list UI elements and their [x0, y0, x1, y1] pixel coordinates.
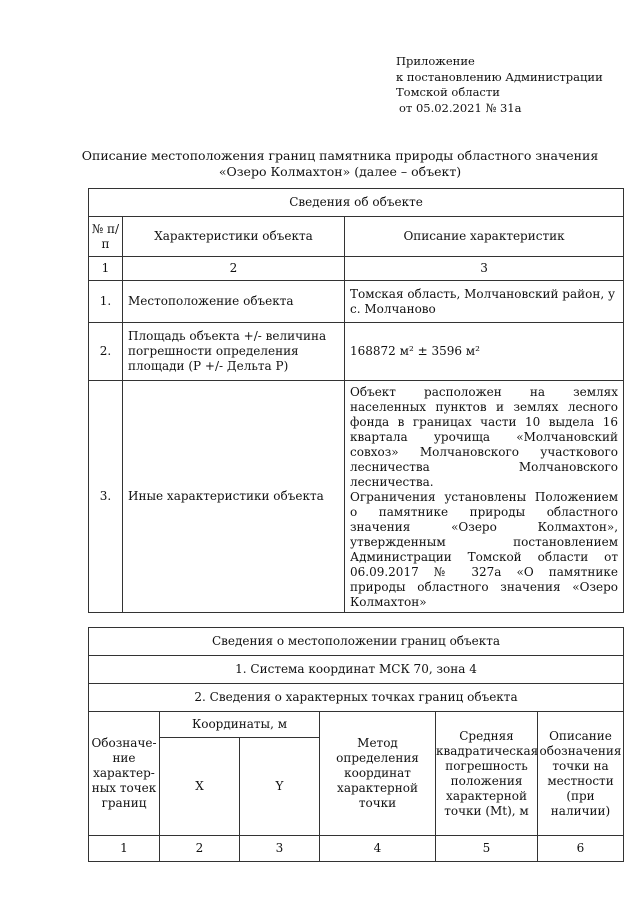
boundary-table-caption: Сведения о местоположении границ объекта: [89, 628, 624, 656]
table-header-row: [89, 217, 624, 257]
row-num: 3.: [89, 381, 123, 613]
header-y: Y: [240, 738, 320, 836]
row-description: [345, 381, 624, 613]
document-title: [40, 148, 640, 180]
description-paragraph: Ограничения установлены Положением о памятнике природы областного значения «Озеро Колмахтон», утвержденным постановлением Администрации Томской области от 06.09.2017 № 327а «О памятнике природы областного значения «Озеро Колмахтон»: [350, 490, 619, 609]
col-number: 3: [240, 836, 320, 862]
header-method: Метод определения координат характерной точки: [320, 712, 436, 836]
header-characteristic: Характеристики объекта: [123, 217, 345, 257]
row-description: Томская область, Молчановский район, у с. Молчаново: [345, 281, 624, 323]
appendix-date-line: от 05.02.2021 № 31а: [399, 100, 522, 115]
col-number: 2: [123, 257, 345, 281]
characteristic-points-row: 2. Сведения о характерных точках границ объекта: [89, 684, 624, 712]
boundary-info-table: [88, 627, 624, 862]
table-header-row: [89, 712, 624, 738]
col-number: 6: [538, 836, 624, 862]
table-row: [89, 323, 624, 381]
object-info-table: [88, 188, 624, 613]
col-number: 1: [89, 836, 160, 862]
header-location: Описание обозначения точки на местности (при наличии): [538, 712, 624, 836]
appendix-block: [396, 54, 603, 116]
row-description: 168872 м² ± 3596 м²: [345, 323, 624, 381]
column-number-row: [89, 257, 624, 281]
appendix-line: Томской области: [396, 85, 500, 99]
title-line-1: Описание местоположения границ памятника природы областного значения: [81, 148, 599, 163]
table-row: [89, 281, 624, 323]
table-caption-row: [89, 628, 624, 656]
section-row: [89, 684, 624, 712]
row-characteristic: Местоположение объекта: [123, 281, 345, 323]
table-row: [89, 381, 624, 613]
row-characteristic: Площадь объекта +/- величина погрешности определения площади (Р +/- Дельта Р): [123, 323, 345, 381]
title-line-2: «Озеро Колмахтон» (далее – объект): [218, 164, 462, 179]
header-description: Описание характеристик: [345, 217, 624, 257]
col-number: 5: [436, 836, 538, 862]
appendix-line: Приложение: [396, 54, 475, 68]
object-table-caption: Сведения об объекте: [89, 189, 624, 217]
table-caption-row: [89, 189, 624, 217]
coordinate-system-row: 1. Система координат МСК 70, зона 4: [89, 656, 624, 684]
header-coordinates: Координаты, м: [160, 712, 320, 738]
appendix-line: к постановлению Администрации: [396, 69, 603, 84]
row-num: 1.: [89, 281, 123, 323]
col-number: 4: [320, 836, 436, 862]
header-num: № п/п: [89, 217, 123, 257]
header-x: X: [160, 738, 240, 836]
section-row: [89, 656, 624, 684]
col-number: 1: [89, 257, 123, 281]
header-point: Обозначе-ние характер-ных точек границ: [89, 712, 160, 836]
column-number-row: [89, 836, 624, 862]
header-error: Средняя квадратическая погрешность положения характерной точки (Мt), м: [436, 712, 538, 836]
description-paragraph: Объект расположен на землях населенных пунктов и землях лесного фонда в границах части 10 выдела 16 квартала урочища «Молчановский совхоз» Молчановского участкового лесничества Молчановского лесничества.: [350, 385, 619, 489]
row-num: 2.: [89, 323, 123, 381]
col-number: 2: [160, 836, 240, 862]
row-characteristic: Иные характеристики объекта: [123, 381, 345, 613]
col-number: 3: [345, 257, 624, 281]
